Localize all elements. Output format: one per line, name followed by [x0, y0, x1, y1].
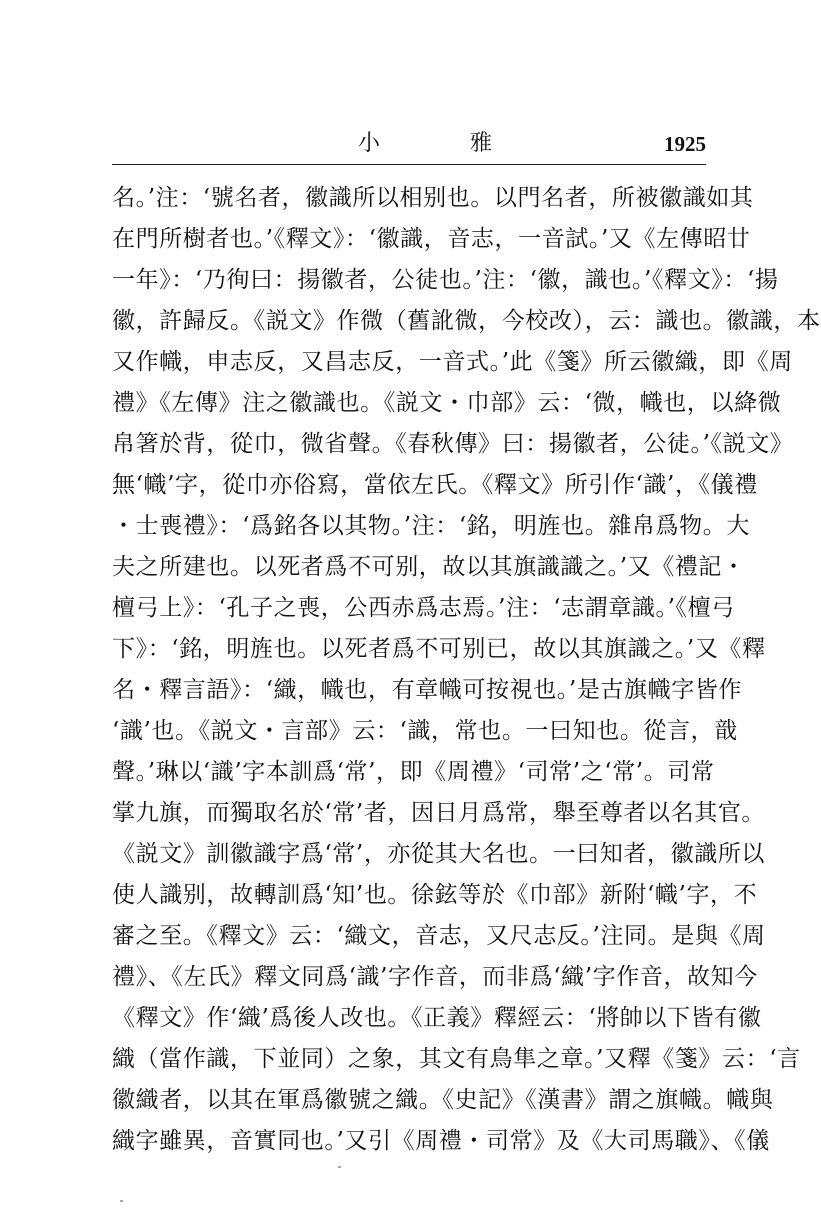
text-line: 帛箸於背，從巾，微省聲。《春秋傳》曰：揚徽者，公徒。’《説文》 — [112, 431, 794, 457]
page-number: 1925 — [664, 132, 706, 156]
text-line: 織（當作識，下並同）之象，其文有鳥隼之章。’又釋《箋》云：‘言 — [112, 1046, 801, 1072]
text-line: 又作幟，申志反，又昌志反，一音式。’此《箋》所云徽織，即《周 — [112, 349, 793, 375]
page-header — [112, 126, 706, 162]
text-line: 聲。’琳以‘識’字本訓爲‘常’，即《周禮》‘司常’之‘常’。司常 — [112, 759, 715, 785]
text-line: 《説文》訓徽識字爲‘常’，亦從其大名也。一曰知者，徽識所以 — [112, 841, 766, 867]
text-line: 夫之所建也。以死者爲不可别，故以其旗識識之。’又《禮記・ — [112, 554, 746, 580]
text-line: 《釋文》作‘織’爲後人改也。《正義》釋經云：‘將帥以下皆有徽 — [112, 1005, 762, 1031]
text-line: 織字雖異，音實同也。’又引《周禮・司常》及《大司馬職》、《儀 — [112, 1128, 770, 1154]
text-line: 名・釋言語》：‘織，幟也，有章幟可按視也。’是古旗幟字皆作 — [112, 677, 743, 703]
text-line: 一年》：‘乃徇曰：揚徽者，公徒也。’注：‘徽，識也。’《釋文》：‘揚 — [112, 267, 779, 293]
scan-speck — [338, 1166, 341, 1168]
text-line: 審之至。《釋文》云：‘織文，音志，又尺志反。’注同。是與《周 — [112, 923, 766, 949]
text-line: 無‘幟’字，從巾亦俗寫，當依左氏。《釋文》所引作‘識’，《儀禮 — [112, 472, 758, 498]
text-line: 禮》《左傳》注之徽識也。《説文・巾部》云：‘微，幟也，以絳微 — [112, 390, 782, 416]
running-title: 小 雅 — [358, 131, 527, 156]
text-line: 使人識别，故轉訓爲‘知’也。徐鉉等於《巾部》新附‘幟’字，不 — [112, 882, 758, 908]
text-line: 徽織者，以其在軍爲徽號之織。《史記》《漢書》謂之旗幟。幟與 — [112, 1087, 774, 1113]
text-line: 掌九旗，而獨取名於‘常’者，因日月爲常，舉至尊者以名其官。 — [112, 800, 766, 826]
header-rule — [112, 164, 706, 165]
text-line: 名。’注：‘號名者，徽識所以相别也。以門名者，所被徽識如其 — [112, 185, 754, 211]
text-line: 下》：‘銘，明旌也。以死者爲不可别已，故以其旗識之。’又《釋 — [112, 636, 766, 662]
text-line: ‘識’也。《説文・言部》云：‘識，常也。一曰知也。從言，戠 — [112, 718, 738, 744]
text-line: ・士喪禮》：‘爲銘各以其物。’注：‘銘，明旌也。雜帛爲物。大 — [112, 513, 750, 539]
body-text — [112, 178, 821, 1162]
text-line: 檀弓上》：‘孔子之喪，公西赤爲志焉。’注：‘志謂章識。’《檀弓 — [112, 595, 735, 621]
scan-speck — [120, 1200, 123, 1202]
text-line: 在門所樹者也。’《釋文》：‘徽識，音志，一音試。’又《左傳昭廿 — [112, 226, 751, 252]
text-line: 徽，許歸反。《説文》作微（舊訛微，今校改），云：識也。徽識，本 — [112, 308, 821, 334]
text-line: 禮》、《左氏》釋文同爲‘識’字作音，而非爲‘織’字作音，故知今 — [112, 964, 758, 990]
